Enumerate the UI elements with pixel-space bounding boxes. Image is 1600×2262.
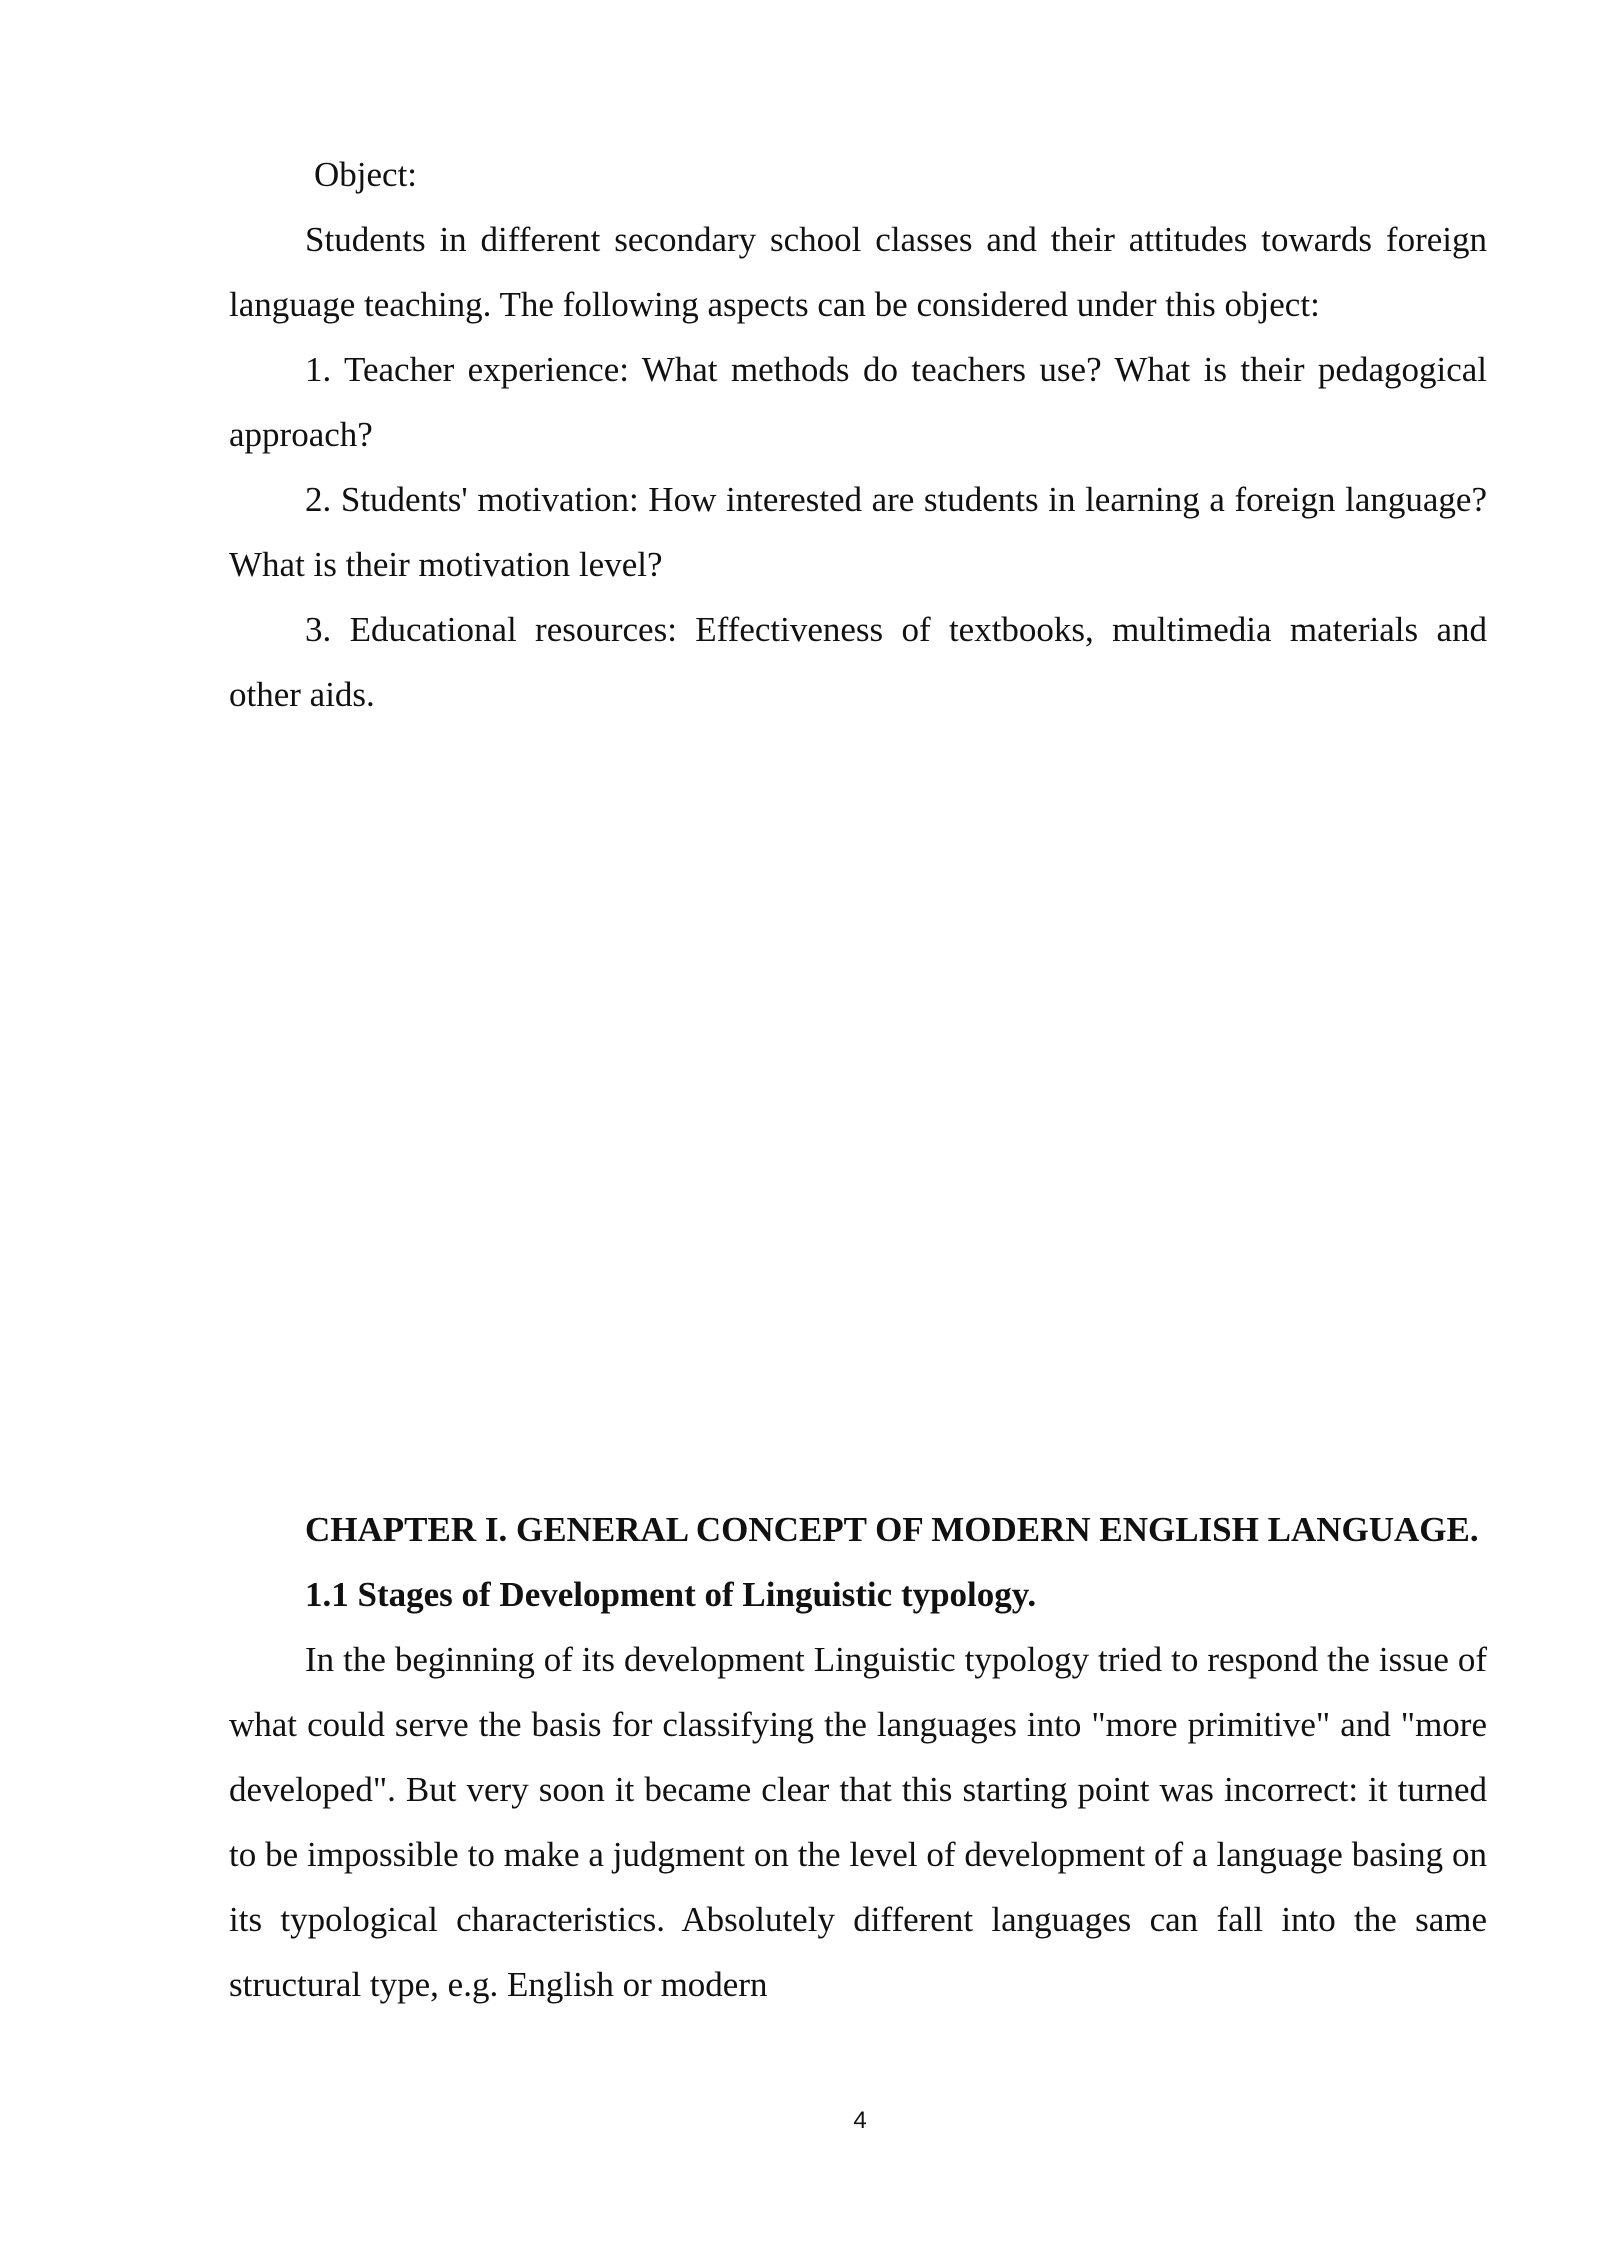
section-heading: 1.1 Stages of Development of Linguistic typology. (305, 1575, 1037, 1614)
chapter-heading: CHAPTER I. GENERAL CONCEPT OF MODERN ENGLISH LANGUAGE. (305, 1510, 1479, 1549)
paragraph-typology-intro: In the beginning of its development Linguistic typology tried to respond the issue of what could serve the basis for classifying the languages into "more primitive" and "more developed". But very soon it became clear that this starting point was incorrect: it turned to be impossible to make a judgment on the level of development of a language basing on its typological characteristics. Absolutely different languages can fall into the same structural type, e.g. English or modern (229, 1640, 1487, 2004)
page-number: 4 (853, 2107, 867, 2134)
list-item-educational-resources: 3. Educational resources: Effectiveness of textbooks, multimedia materials and other aids. (229, 610, 1487, 714)
object-description (229, 207, 1487, 727)
paragraph-object-intro: Students in different secondary school classes and their attitudes towards foreign language teaching. The following aspects can be considered under this object: (229, 220, 1487, 324)
object-label: Object: (314, 155, 418, 194)
list-item-student-motivation: 2. Students' motivation: How interested are students in learning a foreign language? What is their motivation level? (229, 480, 1487, 584)
chapter-section (229, 1497, 1487, 2017)
list-item-teacher-experience: 1. Teacher experience: What methods do teachers use? What is their pedagogical approach? (229, 350, 1487, 454)
